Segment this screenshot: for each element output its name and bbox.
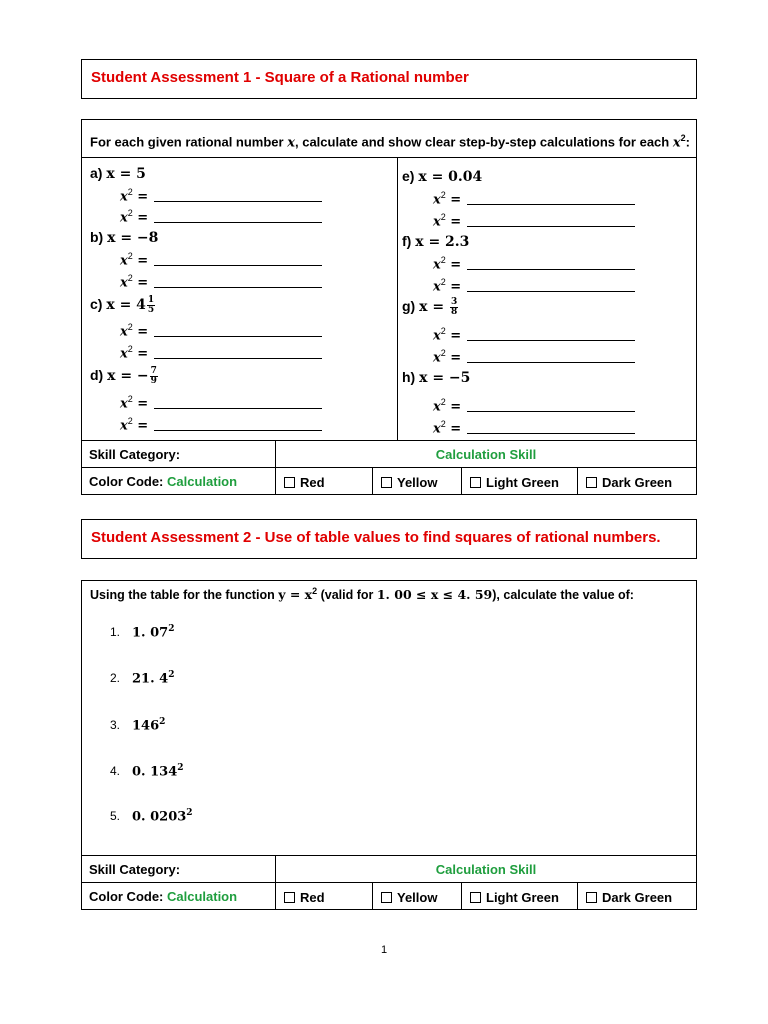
skill-category-label: Skill Category:	[81, 855, 277, 883]
checkbox-icon	[284, 892, 295, 903]
checkbox-dark-green[interactable]: Dark Green	[577, 467, 697, 495]
question-a: a) x = 5	[90, 165, 146, 182]
instruction-divider	[82, 157, 696, 158]
question-c: c) x = 4 $\frac{1}{5}$	[90, 295, 155, 315]
question-d: d) x = − $\frac{7}{9}$	[90, 366, 157, 386]
assessment1-question-box	[81, 119, 697, 441]
checkbox-icon	[284, 477, 295, 488]
assessment1-title-box	[81, 59, 697, 99]
checkbox-icon	[381, 892, 392, 903]
checkbox-icon	[586, 477, 597, 488]
checkbox-yellow[interactable]: Yellow	[372, 467, 463, 495]
question-g: g) x = $\frac{3}{8}$	[402, 297, 458, 317]
color-code-label: Color Code: Calculation	[81, 882, 277, 910]
answer-line[interactable]: $x^2$ =	[433, 419, 635, 436]
checkbox-icon	[586, 892, 597, 903]
question-e: e) x = 0.04	[402, 168, 483, 185]
answer-line[interactable]: $x^2$ =	[120, 187, 322, 204]
skill-category-value: Calculation Skill	[275, 440, 697, 468]
answer-line[interactable]: $x^2$ =	[120, 394, 322, 411]
page-number: 1	[380, 944, 388, 956]
answer-line[interactable]: $x^2$ =	[120, 344, 322, 361]
assessment1-instruction: For each given rational number x, calculate and show clear step-by-step calculations for each $x^2$:	[90, 133, 690, 151]
answer-line[interactable]: $x^2$ =	[433, 212, 635, 229]
assessment2-title-box	[81, 519, 697, 559]
answer-line[interactable]: $x^2$ =	[433, 255, 635, 272]
fraction: $\frac{7}{9}$	[150, 366, 157, 386]
answer-line[interactable]: $x^2$ =	[120, 322, 322, 339]
list-item: 2. 21. $4^2$	[110, 670, 175, 687]
checkbox-yellow[interactable]: Yellow	[372, 882, 463, 910]
answer-line[interactable]: $x^2$ =	[433, 397, 635, 414]
color-code-label: Color Code: Calculation	[81, 467, 277, 495]
assessment2-question-box	[81, 580, 697, 856]
checkbox-red[interactable]: Red	[275, 467, 374, 495]
question-f: f) x = 2.3	[402, 233, 470, 250]
question-b: b) x = −8	[90, 229, 159, 246]
answer-line[interactable]: $x^2$ =	[433, 326, 635, 343]
list-item: 5. 0. 0203$^2$	[110, 808, 193, 825]
answer-line[interactable]: $x^2$ =	[120, 273, 322, 290]
skill-category-label: Skill Category:	[81, 440, 277, 468]
checkbox-icon	[470, 477, 481, 488]
answer-line[interactable]: $x^2$ =	[120, 208, 322, 225]
answer-line[interactable]: $x^2$ =	[120, 416, 322, 433]
checkbox-light-green[interactable]: Light Green	[461, 882, 579, 910]
assessment2-title: Student Assessment 2 - Use of table values to find squares of rational numbers.	[91, 529, 661, 546]
checkbox-icon	[470, 892, 481, 903]
answer-line[interactable]: $x^2$ =	[433, 348, 635, 365]
assessment2-instruction: Using the table for the function $y = x^2$ (valid for 1. 00 ≤ x ≤ 4. 59), calculate the value of:	[90, 586, 634, 603]
checkbox-dark-green[interactable]: Dark Green	[577, 882, 697, 910]
column-divider	[397, 157, 398, 440]
fraction: $\frac{1}{5}$	[147, 295, 155, 315]
list-item: 3. $146^2$	[110, 717, 166, 734]
list-item: 4. 0. $134^2$	[110, 763, 184, 780]
skill-category-value: Calculation Skill	[275, 855, 697, 883]
question-h: h) x = −5	[402, 369, 471, 386]
checkbox-red[interactable]: Red	[275, 882, 374, 910]
assessment1-title: Student Assessment 1 - Square of a Rational number	[91, 69, 469, 86]
answer-line[interactable]: $x^2$ =	[433, 277, 635, 294]
list-item: 1. 1. $07^2$	[110, 624, 175, 641]
fraction: $\frac{3}{8}$	[450, 297, 458, 317]
checkbox-icon	[381, 477, 392, 488]
checkbox-light-green[interactable]: Light Green	[461, 467, 579, 495]
answer-line[interactable]: $x^2$ =	[433, 190, 635, 207]
answer-line[interactable]: $x^2$ =	[120, 251, 322, 268]
